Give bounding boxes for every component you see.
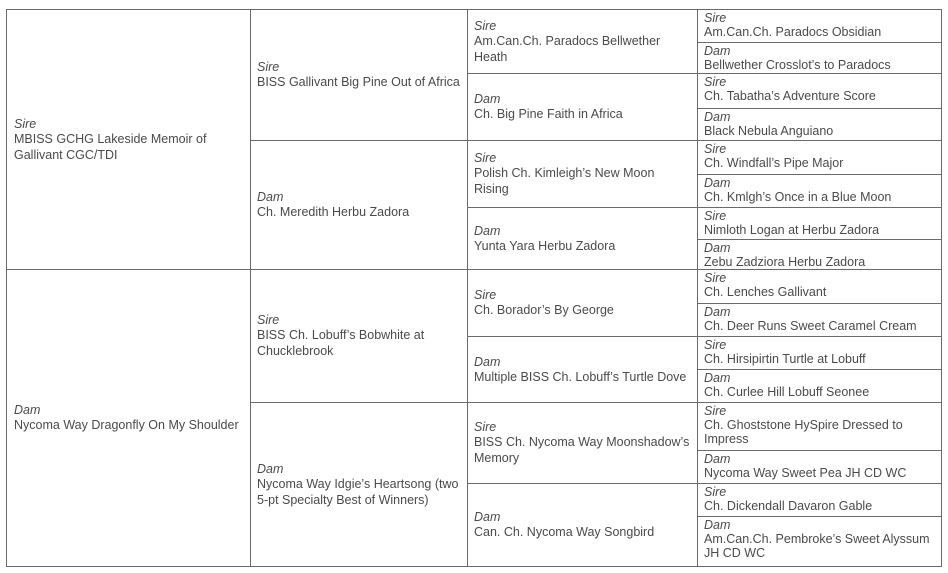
dog-name: BISS Ch. Nycoma Way Moonshadow’s Memory: [474, 435, 690, 465]
gen4-cell: [698, 451, 941, 483]
row-divider: [467, 336, 942, 337]
gen4-cell: [698, 43, 941, 73]
dog-name: Polish Ch. Kimleigh’s New Moon Rising: [474, 166, 655, 196]
gen2-cell: [251, 403, 467, 566]
gen4-cell: [698, 517, 941, 566]
dog-name: Ch. Dickendall Davaron Gable: [704, 499, 873, 513]
row-divider: [6, 269, 942, 270]
role-label: Dam: [14, 403, 41, 417]
dog-name: BISS Ch. Lobuff’s Bobwhite at Chucklebrook: [257, 328, 425, 358]
gen3-cell: [468, 484, 697, 566]
role-label: Sire: [474, 151, 497, 165]
role-label: Dam: [474, 510, 501, 524]
gen2-cell: [251, 270, 467, 402]
role-label: Sire: [704, 75, 727, 89]
gen3-cell: [468, 208, 697, 269]
dog-name: Ch. Windfall’s Pipe Major: [704, 156, 844, 170]
dog-name: Ch. Meredith Herbu Zadora: [257, 205, 410, 219]
row-divider: [697, 174, 942, 175]
column-divider: [250, 9, 251, 567]
dog-name: Ch. Hirsipirtin Turtle at Lobuff: [704, 352, 866, 366]
row-divider: [697, 516, 942, 517]
gen3-cell: [468, 141, 697, 207]
dog-name: Ch. Curlee Hill Lobuff Seonee: [704, 385, 870, 399]
gen2-cell: [251, 141, 467, 269]
role-label: Dam: [704, 305, 731, 319]
role-label: Sire: [704, 338, 727, 352]
dog-name: Am.Can.Ch. Paradocs Bellwether Heath: [474, 33, 661, 64]
dog-name: Ch. Kmlgh’s Once in a Blue Moon: [704, 190, 892, 204]
role-label: Dam: [704, 452, 731, 466]
dog-name: Black Nebula Anguiano: [704, 124, 834, 138]
role-label: Sire: [704, 271, 727, 285]
gen4-cell: [698, 270, 941, 303]
dog-name: Am.Can.Ch. Pembroke’s Sweet Alyssum JH CD WC: [704, 532, 930, 560]
dog-name: Ch. Borador’s By George: [474, 303, 614, 317]
gen4-cell: [698, 304, 941, 336]
dog-name: Nycoma Way Dragonfly On My Shoulder: [14, 418, 239, 432]
gen4-cell: [698, 337, 941, 369]
gen4-cell: [698, 403, 941, 450]
role-label: Dam: [474, 92, 501, 106]
dog-name: Ch. Lenches Gallivant: [704, 285, 827, 299]
dog-name: Ch. Deer Runs Sweet Caramel Cream: [704, 319, 917, 333]
role-label: Sire: [257, 313, 280, 327]
role-label: Dam: [257, 190, 284, 204]
row-divider: [467, 483, 942, 484]
gen4-cell: [698, 74, 941, 108]
dog-name: Nycoma Way Sweet Pea JH CD WC: [704, 466, 907, 480]
row-divider: [467, 73, 942, 74]
row-divider: [697, 239, 942, 240]
row-divider: [250, 402, 942, 403]
gen3-cell: [468, 10, 697, 73]
role-label: Sire: [474, 18, 497, 33]
gen3-cell: [468, 403, 697, 483]
gen1-dam-cell: [7, 270, 250, 566]
gen4-cell: [698, 370, 941, 402]
gen4-cell: [698, 109, 941, 140]
dog-name: Ch. Big Pine Faith in Africa: [474, 107, 623, 121]
row-divider: [697, 303, 942, 304]
gen3-cell: [468, 270, 697, 336]
row-divider: [467, 207, 942, 208]
role-label: Sire: [14, 116, 37, 131]
row-divider: [697, 369, 942, 370]
row-divider: [697, 108, 942, 109]
row-divider: [250, 140, 942, 141]
dog-name: Nimloth Logan at Herbu Zadora: [704, 223, 880, 237]
dog-name: Zebu Zadziora Herbu Zadora: [704, 255, 866, 269]
role-label: Dam: [704, 518, 731, 532]
role-label: Sire: [704, 142, 727, 156]
role-label: Sire: [704, 209, 727, 223]
dog-name: Ch. Ghoststone HySpire Dressed to Impress: [704, 418, 903, 446]
role-label: Dam: [704, 176, 731, 190]
role-label: Dam: [474, 223, 501, 238]
gen3-cell: [468, 337, 697, 402]
dog-name: Yunta Yara Herbu Zadora: [474, 238, 616, 253]
dog-name: Nycoma Way Idgie’s Heartsong (two 5-pt Specialty Best of Winners): [257, 476, 459, 507]
dog-name: BISS Gallivant Big Pine Out of Africa: [257, 75, 460, 89]
dog-name: Bellwether Crosslot’s to Paradocs: [704, 58, 891, 72]
role-label: Dam: [704, 241, 731, 255]
dog-name: MBISS GCHG Lakeside Memoir of Gallivant CGC/TDI: [14, 131, 207, 162]
row-divider: [697, 450, 942, 451]
role-label: Dam: [474, 354, 501, 369]
gen2-cell: [251, 10, 467, 140]
gen4-cell: [698, 240, 941, 269]
role-label: Dam: [704, 371, 731, 385]
role-label: Dam: [704, 110, 731, 124]
gen1-sire-cell: [7, 10, 250, 269]
dog-name: Am.Can.Ch. Paradocs Obsidian: [704, 25, 882, 39]
role-label: Sire: [704, 485, 727, 499]
dog-name: Can. Ch. Nycoma Way Songbird: [474, 525, 655, 539]
dog-name: Ch. Tabatha’s Adventure Score: [704, 89, 876, 103]
gen4-cell: [698, 175, 941, 207]
role-label: Sire: [474, 288, 497, 302]
gen3-cell: [468, 74, 697, 140]
gen4-cell: [698, 484, 941, 516]
role-label: Sire: [257, 60, 280, 74]
gen4-cell: [698, 141, 941, 174]
gen4-cell: [698, 10, 941, 42]
role-label: Sire: [704, 404, 727, 418]
role-label: Sire: [704, 11, 727, 25]
role-label: Sire: [474, 420, 497, 434]
dog-name: Multiple BISS Ch. Lobuff’s Turtle Dove: [474, 369, 687, 384]
role-label: Dam: [704, 44, 731, 58]
role-label: Dam: [257, 461, 284, 476]
gen4-cell: [698, 208, 941, 239]
row-divider: [697, 42, 942, 43]
